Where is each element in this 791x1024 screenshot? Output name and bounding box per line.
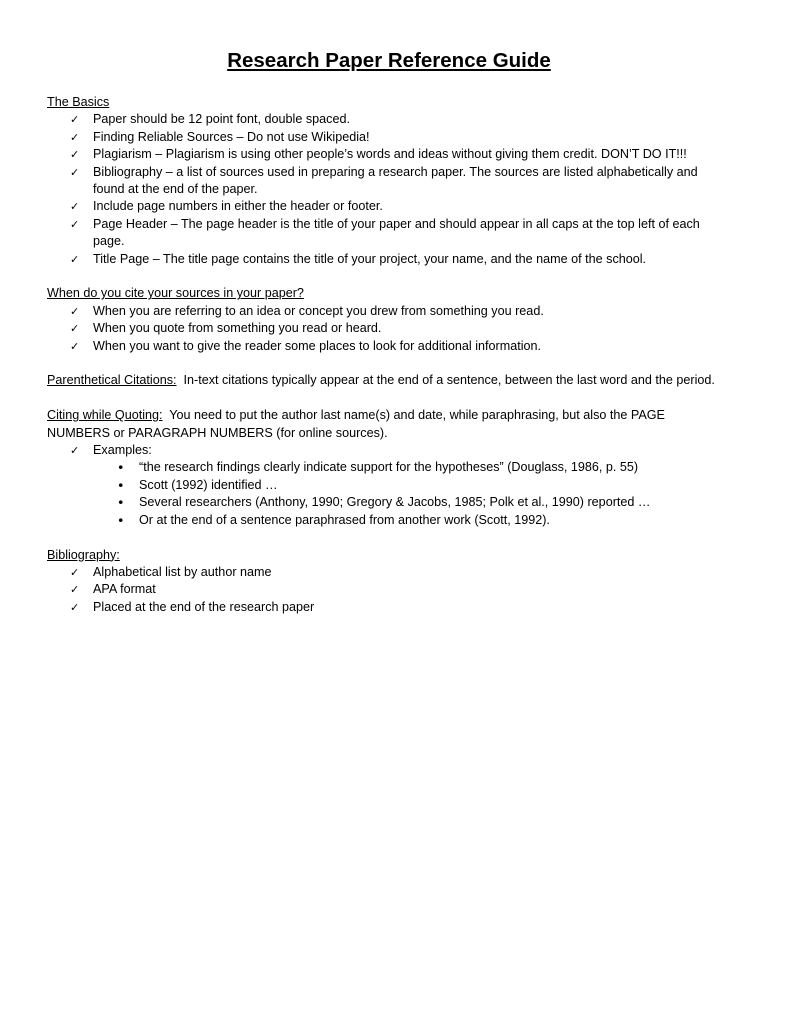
check-mark-icon: ✓ xyxy=(70,200,80,214)
section-heading-basics: The Basics xyxy=(47,95,110,109)
check-mark-icon: ✓ xyxy=(70,252,80,266)
list-item: ✓ When you are referring to an idea or concept you drew from something you read. xyxy=(93,303,731,320)
list-item: ✓ When you quote from something you read or heard. xyxy=(93,320,731,337)
list-item xyxy=(70,442,731,529)
check-mark-icon: ✓ xyxy=(70,583,80,597)
section-parenthetical xyxy=(47,372,731,389)
parenthetical-paragraph xyxy=(47,372,731,389)
bibliography-list xyxy=(47,564,731,616)
quoting-list xyxy=(47,442,731,529)
check-mark-icon: ✓ xyxy=(70,217,80,231)
bullet-icon: • xyxy=(117,477,125,493)
section-heading-parenthetical: Parenthetical Citations: xyxy=(47,373,177,388)
examples-label: Examples: xyxy=(93,443,152,458)
list-item: ✓ Finding Reliable Sources – Do not use Wikipedia! xyxy=(93,129,731,146)
check-mark-icon: ✓ xyxy=(70,130,80,144)
quoting-paragraph xyxy=(47,407,731,442)
list-item: ✓ Page Header – The page header is the title of your paper and should appear in all caps at the top left of each page. xyxy=(70,216,700,249)
section-heading-quoting: Citing while Quoting: xyxy=(47,408,163,423)
examples-list xyxy=(93,459,731,529)
check-mark-icon: ✓ xyxy=(70,565,80,579)
section-heading-when-cite: When do you cite your sources in your paper? xyxy=(47,286,304,301)
example-item: • Several researchers (Anthony, 1990; Gregory & Jacobs, 1985; Polk et al., 1990) reported … xyxy=(117,495,651,511)
check-mark-icon: ✓ xyxy=(70,339,80,353)
check-mark-icon: ✓ xyxy=(70,148,80,162)
section-quoting xyxy=(47,407,731,529)
list-item: ✓ Include page numbers in either the header or footer. xyxy=(93,198,731,215)
list-item: ✓ When you want to give the reader some places to look for additional information. xyxy=(93,338,731,355)
bullet-icon: • xyxy=(117,495,125,511)
bullet-icon: • xyxy=(117,512,125,528)
check-mark-icon: ✓ xyxy=(70,444,80,458)
quoting-text: You need to put the author last name(s) and date, while paraphrasing, but also the PAGE NUMBERS or PARAGRAPH NUMBERS (for online sources). xyxy=(47,408,669,440)
list-item: ✓ Alphabetical list by author name xyxy=(93,564,731,581)
section-basics xyxy=(47,94,731,268)
cite-list xyxy=(47,303,731,355)
example-item: • Or at the end of a sentence paraphrased from another work (Scott, 1992). xyxy=(117,512,550,528)
list-item: ✓ APA format xyxy=(93,581,731,598)
list-item: ✓ Bibliography – a list of sources used in preparing a research paper. The sources are listed alphabetically and found at the end of the paper. xyxy=(70,164,698,197)
section-when-cite xyxy=(47,285,731,355)
check-mark-icon: ✓ xyxy=(70,304,80,318)
bullet-icon: • xyxy=(117,460,125,476)
section-heading-bibliography: Bibliography: xyxy=(47,547,120,562)
check-mark-icon: ✓ xyxy=(70,165,80,179)
example-item: • “the research findings clearly indicate support for the hypotheses” (Douglass, 1986, p. 55) xyxy=(117,460,639,476)
list-item: ✓ Paper should be 12 point font, double spaced. xyxy=(93,111,731,128)
example-item: • Scott (1992) identified … xyxy=(117,477,278,493)
basics-list xyxy=(47,111,731,268)
list-item: ✓ Plagiarism – Plagiarism is using other people’s words and ideas without giving them credit. DON’T DO IT!!! xyxy=(93,146,731,163)
document-title: Research Paper Reference Guide xyxy=(227,49,551,72)
section-bibliography xyxy=(47,547,731,617)
check-mark-icon: ✓ xyxy=(70,322,80,336)
list-item: ✓ Title Page – The title page contains the title of your project, your name, and the name of the school. xyxy=(93,251,731,268)
list-item: ✓ Placed at the end of the research paper xyxy=(93,599,731,616)
parenthetical-text: In-text citations typically appear at the end of a sentence, between the last word and the period. xyxy=(176,373,715,388)
check-mark-icon: ✓ xyxy=(70,113,80,127)
check-mark-icon: ✓ xyxy=(70,600,80,614)
